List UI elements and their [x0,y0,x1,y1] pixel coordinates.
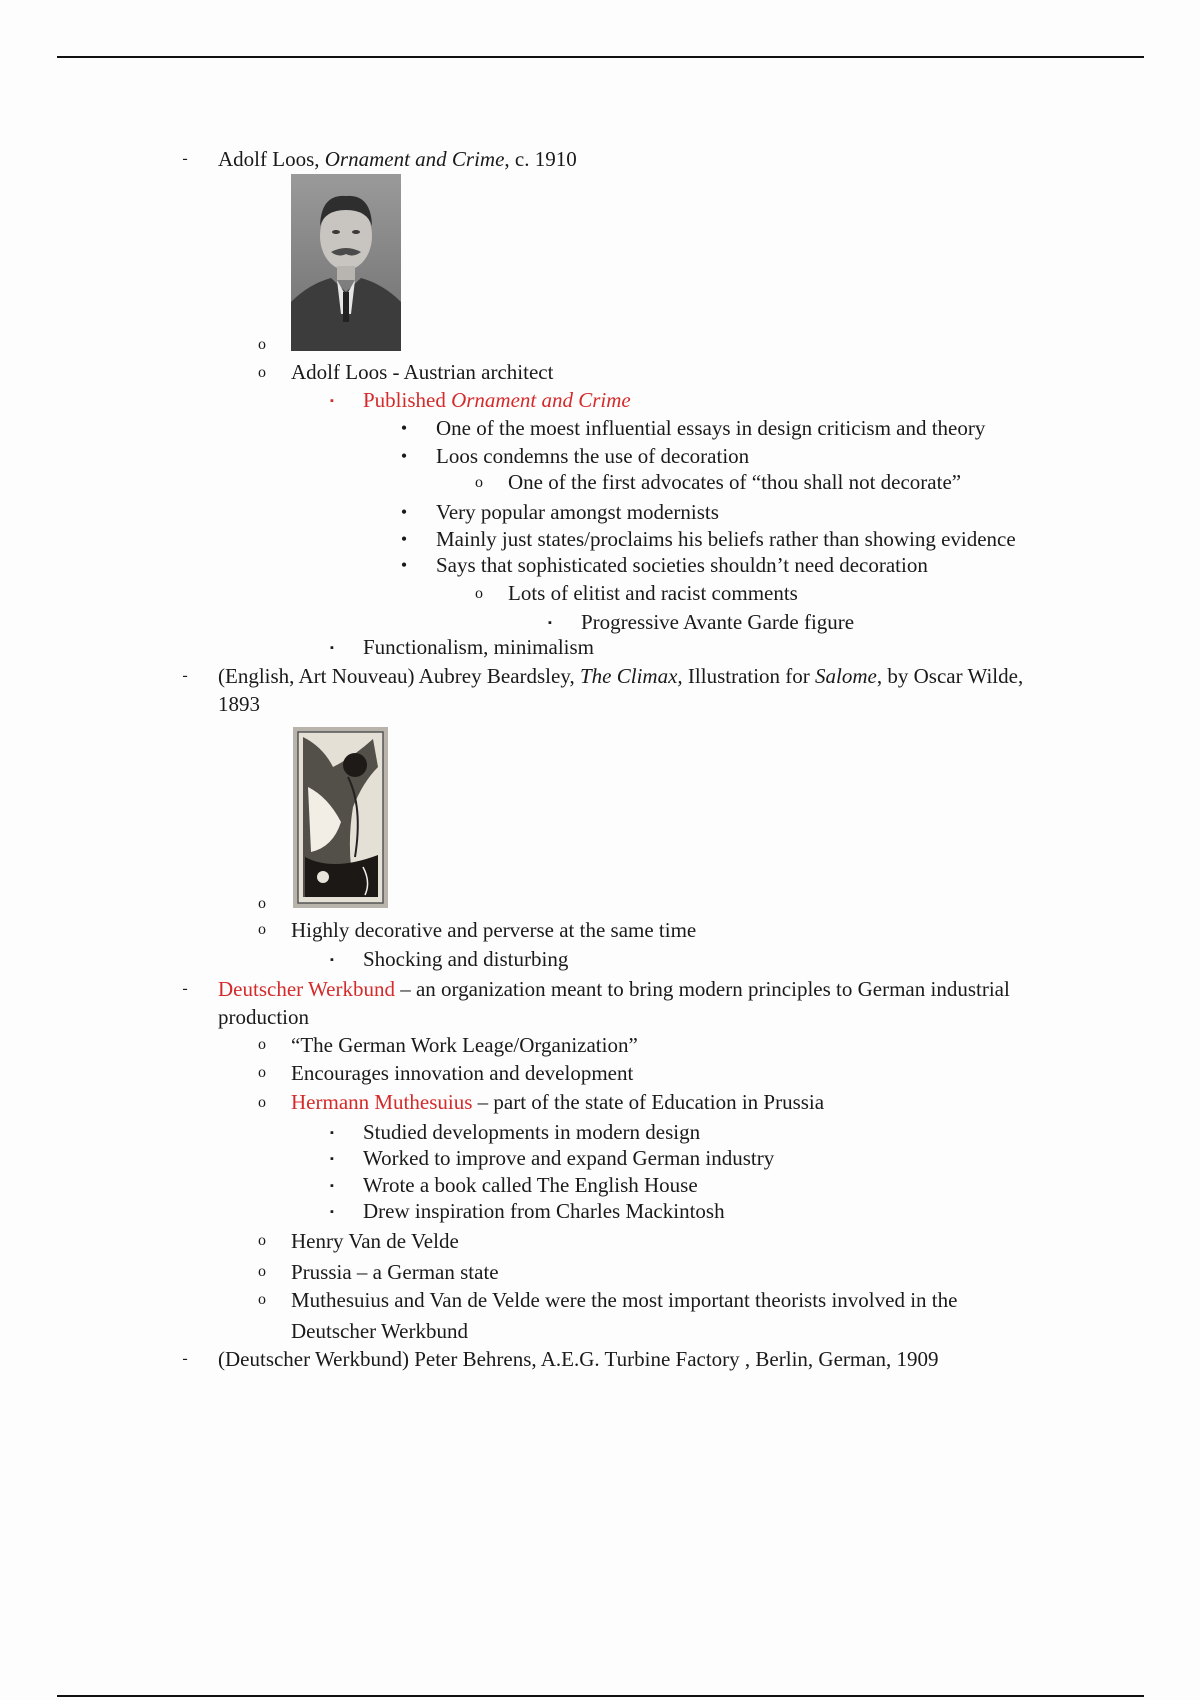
dash-bullet: - [182,1350,188,1367]
werkbund-point-3: Hermann Muthesuius – part of the state of Education in Prussia [291,1090,825,1114]
loos-heading: Adolf Loos, Ornament and Crime, c. 1910 [218,147,577,171]
loos-point-4: Mainly just states/proclaims his beliefs rather than showing evidence [436,527,1016,551]
circle-bullet: o [258,921,266,938]
loos-point-5: Says that sophisticated societies shouldn’t need decoration [436,553,928,577]
dash-bullet: - [182,150,188,167]
square-bullet: ▪ [330,642,334,654]
werkbund-point-3a: Studied developments in modern design [363,1120,701,1144]
loos-published: Published Ornament and Crime [363,388,631,412]
dot-bullet: • [400,446,408,466]
circle-bullet: o [475,585,483,602]
circle-bullet: o [475,474,483,491]
werkbund-point-5: Prussia – a German state [291,1260,499,1284]
beardsley-description: Highly decorative and perverse at the same time [291,918,697,942]
dot-bullet: • [400,555,408,575]
adolf-loos-portrait [291,174,401,351]
werkbund-point-2: Encourages innovation and development [291,1061,634,1085]
square-bullet: ▪ [330,1153,334,1165]
circle-bullet: o [258,1232,266,1249]
loos-point-3: Very popular amongst modernists [436,500,719,524]
the-climax-illustration [293,727,388,908]
dot-bullet: • [400,529,408,549]
loos-point-2: Loos condemns the use of decoration [436,444,750,468]
square-bullet: ▪ [330,1127,334,1139]
werkbund-point-3c: Wrote a book called The English House [363,1173,698,1197]
beardsley-heading: (English, Art Nouveau) Aubrey Beardsley, The Climax, Illustration for Salome, by Oscar Wilde, [218,664,1024,688]
loos-point-1: One of the moest influential essays in design criticism and theory [436,416,986,440]
beardsley-year: 1893 [218,692,260,716]
loos-point-5a1: Progressive Avante Garde figure [581,610,855,634]
werkbund-point-6: Muthesuius and Van de Velde were the most important theorists involved in the [291,1288,958,1312]
circle-bullet: o [258,336,266,353]
dash-bullet: - [182,667,188,684]
werkbund-heading: Deutscher Werkbund – an organization meant to bring modern principles to German industrial [218,977,1010,1001]
behrens-heading: (Deutscher Werkbund) Peter Behrens, A.E.G. Turbine Factory , Berlin, German, 1909 [218,1347,939,1371]
loos-architect: Adolf Loos - Austrian architect [291,360,554,384]
dot-bullet: • [400,502,408,522]
werkbund-point-6b: Deutscher Werkbund [291,1319,468,1343]
square-bullet: ▪ [330,1206,334,1218]
square-bullet: ▪ [330,395,334,407]
werkbund-point-1: “The German Work Leage/Organization” [291,1033,638,1057]
werkbund-heading-2: production [218,1005,309,1029]
footer-rule [57,1695,1144,1697]
circle-bullet: o [258,1094,266,1111]
square-bullet: ▪ [330,1180,334,1192]
werkbund-point-3b: Worked to improve and expand German industry [363,1146,775,1170]
circle-bullet: o [258,364,266,381]
square-bullet: ▪ [330,954,334,966]
dash-bullet: - [182,980,188,997]
dot-bullet: • [400,418,408,438]
circle-bullet: o [258,1036,266,1053]
circle-bullet: o [258,1263,266,1280]
circle-bullet: o [258,895,266,912]
werkbund-point-3d: Drew inspiration from Charles Mackintosh [363,1199,725,1223]
loos-point-5a: Lots of elitist and racist comments [508,581,798,605]
loos-point-2a: One of the first advocates of “thou shall not decorate” [508,470,962,494]
beardsley-description-2: Shocking and disturbing [363,947,569,971]
circle-bullet: o [258,1064,266,1081]
circle-bullet: o [258,1291,266,1308]
loos-functionalism: Functionalism, minimalism [363,635,594,659]
square-bullet: ▪ [548,617,552,629]
werkbund-point-4: Henry Van de Velde [291,1229,459,1253]
